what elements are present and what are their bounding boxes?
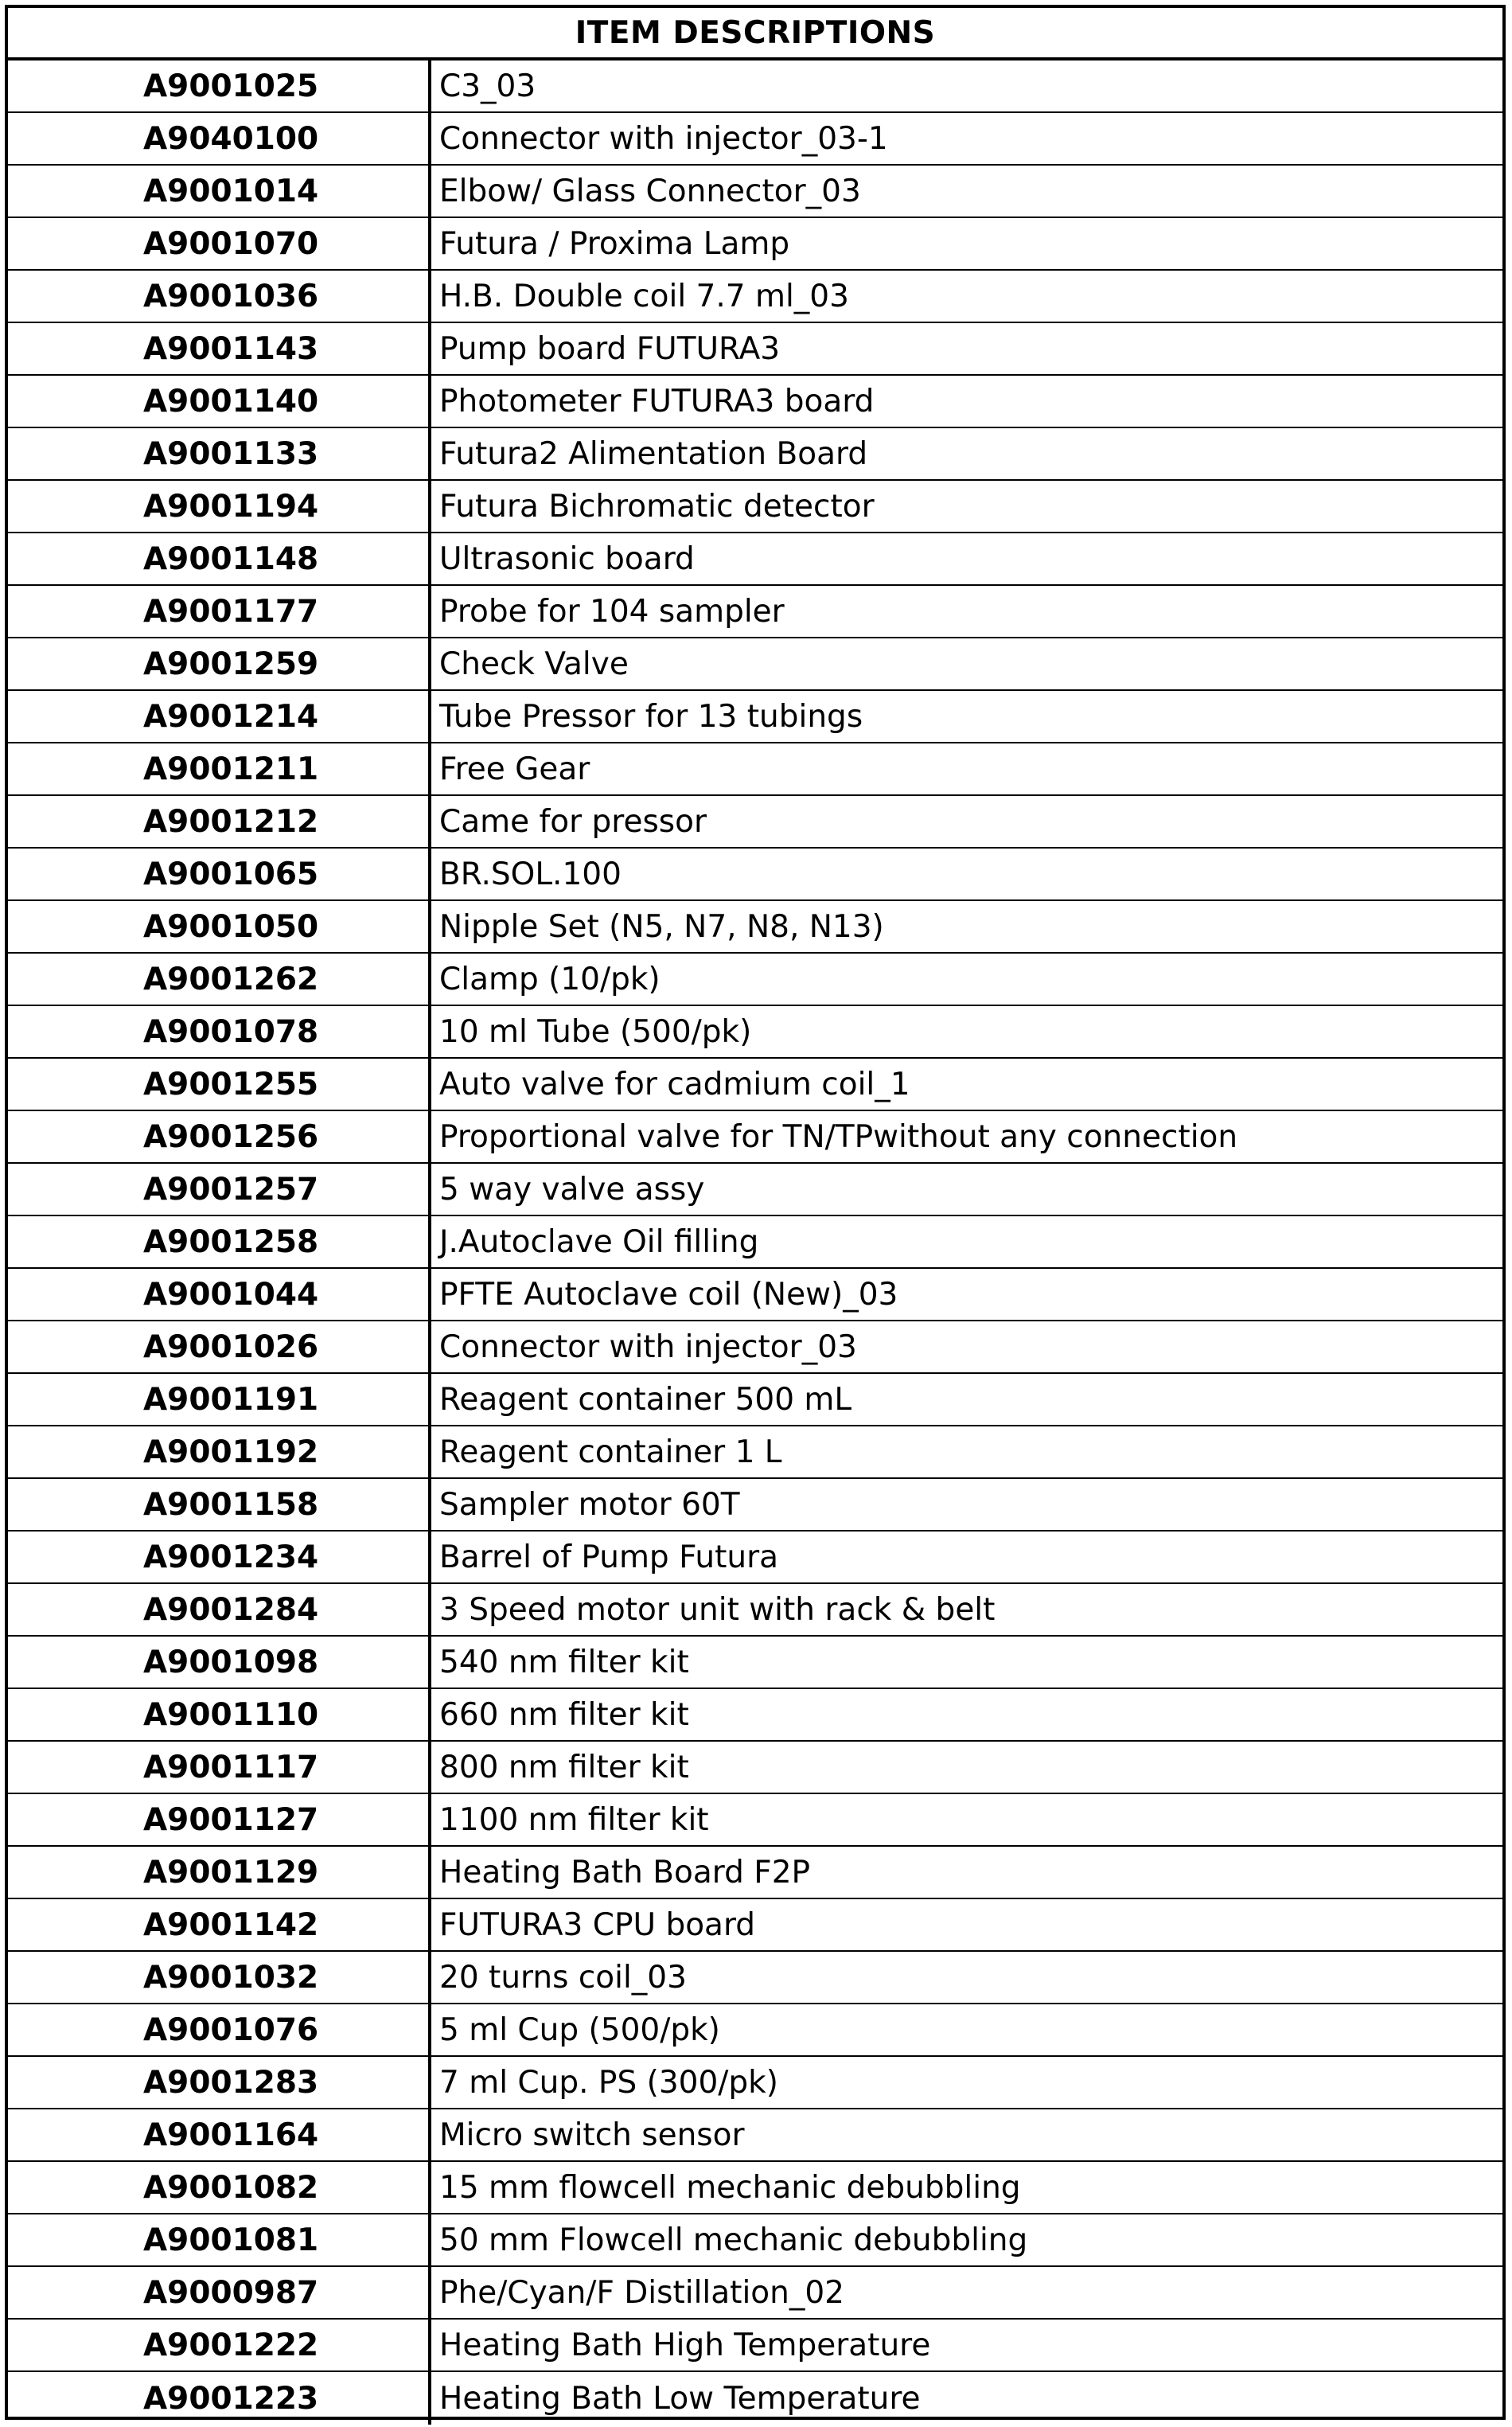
table-row [8,113,1502,166]
table-row [8,1111,1502,1164]
table-row [8,2267,1502,2320]
table-row [8,1742,1502,1794]
item-description-cell: Tube Pressor for 13 tubings [439,698,863,735]
item-description-cell: Reagent container 1 L [439,1434,782,1470]
item-description-cell: Pump board FUTURA3 [439,330,781,367]
table-row [8,2109,1502,2162]
item-description-cell: Futura2 Alimentation Board [439,435,868,472]
table-row [8,1584,1502,1637]
item-description-cell: 7 ml Cup. PS (300/pk) [439,2064,778,2101]
item-code-cell: A9001256 [8,1111,431,1162]
item-code-cell: A9001050 [8,901,431,952]
item-description-cell: Reagent container 500 mL [439,1381,852,1418]
table-row [8,60,1502,113]
table-row [8,796,1502,849]
item-code-cell: A9001070 [8,218,431,269]
item-code-cell: A9001082 [8,2162,431,2213]
item-description-cell: Heating Bath High Temperature [439,2327,931,2363]
item-description-cell: 20 turns coil_03 [439,1959,687,1996]
item-descriptions-table [5,5,1506,2420]
item-code-cell: A9001014 [8,166,431,217]
item-description-cell: 660 nm filter kit [439,1696,689,1733]
item-description-cell: 15 mm flowcell mechanic debubbling [439,2169,1021,2206]
item-code-cell: A9001140 [8,376,431,427]
table-row [8,2057,1502,2109]
item-code-cell: A9001257 [8,1164,431,1215]
table-row [8,1794,1502,1847]
item-code-cell: A9001110 [8,1689,431,1740]
item-description-cell: 800 nm filter kit [439,1749,689,1785]
item-code-cell: A9001284 [8,1584,431,1635]
item-description-cell: Nipple Set (N5, N7, N8, N13) [439,908,884,945]
item-description-cell: H.B. Double coil 7.7 ml_03 [439,278,849,314]
item-description-cell: Connector with injector_03-1 [439,120,888,157]
table-row [8,1216,1502,1269]
item-code-cell: A9001259 [8,638,431,689]
item-code-cell: A9001133 [8,428,431,479]
table-row [8,218,1502,271]
item-code-cell: A9001255 [8,1059,431,1110]
table-row [8,428,1502,481]
table-row [8,691,1502,743]
item-description-cell: Ultrasonic board [439,540,695,577]
item-description-cell: PFTE Autoclave coil (New)_03 [439,1276,898,1313]
table-row [8,1006,1502,1059]
table-row [8,376,1502,428]
item-description-cell: 5 way valve assy [439,1171,705,1208]
item-code-cell: A9001214 [8,691,431,742]
item-code-cell: A9001283 [8,2057,431,2108]
table-row [8,1269,1502,1321]
item-description-cell: C3_03 [439,68,536,104]
item-description-cell: J.Autoclave Oil filling [439,1223,759,1260]
item-code-cell: A9001065 [8,849,431,899]
table-body [8,60,1502,2425]
table-row [8,1059,1502,1111]
item-description-cell: BR.SOL.100 [439,856,622,892]
item-code-cell: A9001192 [8,1426,431,1477]
table-row [8,271,1502,323]
table-row [8,481,1502,533]
item-description-cell: Heating Bath Board F2P [439,1854,811,1890]
item-code-cell: A9001143 [8,323,431,374]
item-code-cell: A9001025 [8,60,431,111]
item-description-cell: 50 mm Flowcell mechanic debubbling [439,2222,1028,2258]
table-row [8,1374,1502,1426]
table-row [8,849,1502,901]
item-description-cell: 5 ml Cup (500/pk) [439,2011,720,2048]
table-row [8,743,1502,796]
table-row [8,1479,1502,1532]
table-row [8,1321,1502,1374]
table-row [8,323,1502,376]
table-row [8,586,1502,638]
item-code-cell: A9001142 [8,1899,431,1950]
item-code-cell: A9001076 [8,2004,431,2055]
item-code-cell: A9001117 [8,1742,431,1793]
item-code-cell: A9001127 [8,1794,431,1845]
item-code-cell: A9001078 [8,1006,431,1057]
item-code-cell: A9001223 [8,2372,431,2425]
item-description-cell: 3 Speed motor unit with rack & belt [439,1591,996,1628]
item-code-cell: A9001164 [8,2109,431,2160]
table-row [8,2214,1502,2267]
table-row [8,1899,1502,1952]
table-row [8,1426,1502,1479]
table-row [8,1532,1502,1584]
item-code-cell: A9001148 [8,533,431,584]
item-description-cell: Barrel of Pump Futura [439,1539,779,1575]
item-code-cell: A9001129 [8,1847,431,1898]
table-row [8,1847,1502,1899]
item-description-cell: FUTURA3 CPU board [439,1906,756,1943]
item-code-cell: A9001026 [8,1321,431,1372]
item-description-cell: 1100 nm filter kit [439,1801,709,1838]
table-row [8,901,1502,954]
item-code-cell: A9040100 [8,113,431,164]
item-code-cell: A9001158 [8,1479,431,1530]
item-description-cell: Futura Bichromatic detector [439,488,875,525]
item-code-cell: A9001036 [8,271,431,322]
item-code-cell: A9001044 [8,1269,431,1320]
table-row [8,533,1502,586]
item-code-cell: A9001098 [8,1637,431,1688]
table-row [8,954,1502,1006]
item-description-cell: Came for pressor [439,803,707,840]
item-code-cell: A9001032 [8,1952,431,2003]
item-description-cell: Auto valve for cadmium coil_1 [439,1066,910,1102]
item-description-cell: Free Gear [439,751,590,787]
item-code-cell: A9001262 [8,954,431,1005]
item-description-cell: Phe/Cyan/F Distillation_02 [439,2274,844,2311]
item-code-cell: A9001222 [8,2320,431,2370]
table-row [8,2372,1502,2425]
item-code-cell: A9001177 [8,586,431,637]
item-code-cell: A9001258 [8,1216,431,1267]
item-description-cell: Clamp (10/pk) [439,961,661,997]
item-description-cell: Check Valve [439,646,629,682]
item-description-cell: Sampler motor 60T [439,1486,740,1523]
item-description-cell: Photometer FUTURA3 board [439,383,875,419]
table-row [8,2004,1502,2057]
table-row [8,2320,1502,2372]
table-title: ITEM DESCRIPTIONS [8,8,1502,60]
item-description-cell: Heating Bath Low Temperature [439,2380,921,2417]
table-row [8,638,1502,691]
table-row [8,1637,1502,1689]
table-row [8,166,1502,218]
item-description-cell: Connector with injector_03 [439,1329,857,1365]
table-row [8,1164,1502,1216]
item-description-cell: Futura / Proxima Lamp [439,225,790,262]
item-description-cell: 540 nm filter kit [439,1644,689,1680]
item-description-cell: Probe for 104 sampler [439,593,785,630]
table-row [8,2162,1502,2214]
item-description-cell: Proportional valve for TN/TPwithout any connection [439,1118,1238,1155]
item-description-cell: Micro switch sensor [439,2117,745,2153]
item-code-cell: A9001212 [8,796,431,847]
item-code-cell: A9001081 [8,2214,431,2265]
table-row [8,1689,1502,1742]
item-description-cell: Elbow/ Glass Connector_03 [439,173,861,209]
item-code-cell: A9001194 [8,481,431,532]
item-code-cell: A9001211 [8,743,431,794]
item-code-cell: A9001234 [8,1532,431,1582]
item-code-cell: A9001191 [8,1374,431,1425]
table-row [8,1952,1502,2004]
item-description-cell: 10 ml Tube (500/pk) [439,1013,752,1050]
item-code-cell: A9000987 [8,2267,431,2318]
